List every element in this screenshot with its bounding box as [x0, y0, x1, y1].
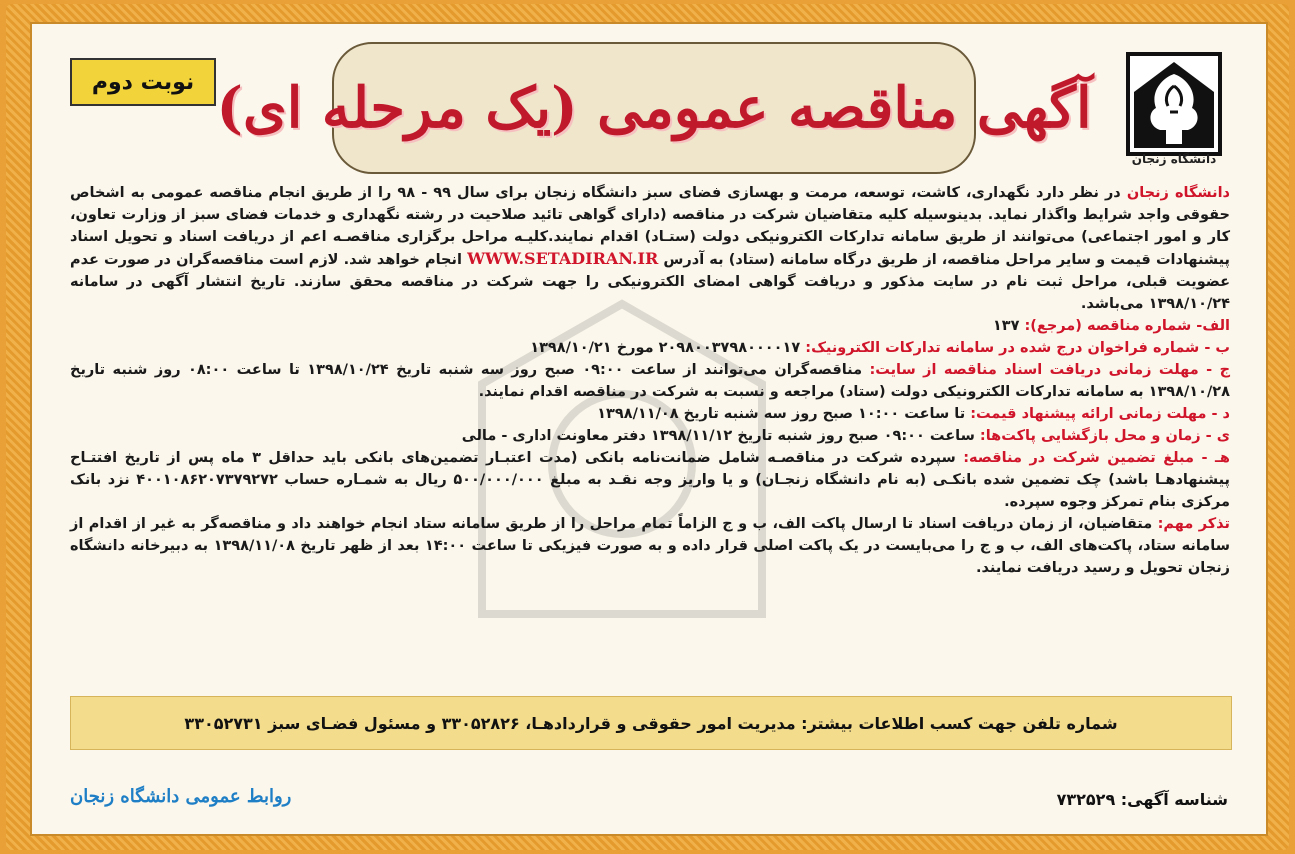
note-text: متقاضیان، از زمان دریافت اسناد تا ارسال پاکت الف، ب و ج الزاماً تمام مراحل را از طریق سامانه ستاد انجام خواهند داد و مناقصه‌گر به غیر از اقدام از سامانه ستاد، پاکت‌های الف، ب و ج را می‌بایست در یک پاکت اصلی قرار داده و به صورت فیزیکی تا ساعت ۱۴:۰۰ بعد از ظهر تاریخ ۱۳۹۸/۱۱/۰۸ به دبیرخانه دانشگاه زنجان تحویل و رسید دریافت نمایند. [70, 516, 1230, 576]
item-guarantee-amount [70, 447, 1230, 513]
intro-text-2: انجام خواهد شد. لازم است مناقصه‌گران در صورت عدم عضویت قبلی، مراحل ثبت نام در سایت مذکور و دریافت گواهی امضای الکترونیکی را جهت شرکت در مناقصه محقق سازند. تاریخ انتشار آگهی در سامانه ۱۳۹۸/۱۰/۲۴ می‌باشد. [70, 252, 1230, 312]
item-document-deadline [70, 359, 1230, 403]
item-opening-time [70, 425, 1230, 447]
item-label: ی - زمان و محل بازگشایی پاکت‌ها: [979, 428, 1230, 444]
item-label: هـ - مبلغ تضمین شرکت در مناقصه: [963, 450, 1230, 466]
item-label: الف- شماره مناقصه (مرجع): [1024, 318, 1230, 334]
important-note [70, 513, 1230, 579]
item-label: ج - مهلت زمانی دریافت اسناد مناقصه از سایت: [869, 362, 1231, 378]
contact-phone-bar: شماره تلفن جهت کسب اطلاعات بیشتر: مدیریت امور حقوقی و قراردادهـا، ۳۳۰۵۲۸۲۶ و مسئول فضـای سبز ۳۳۰۵۲۷۳۱ [70, 696, 1232, 750]
setad-link[interactable]: WWW.SETADIRAN.IR [467, 249, 659, 268]
item-label: ب - شماره فراخوان درج شده در سامانه تدارکات الکترونیک: [805, 340, 1230, 356]
item-value: تا ساعت ۱۰:۰۰ صبح روز سه شنبه تاریخ ۱۳۹۸/۱۱/۰۸ [597, 406, 971, 422]
round-badge: نوبت دوم [70, 58, 216, 106]
public-relations-signature: روابط عمومی دانشگاه زنجان [70, 786, 292, 807]
item-call-number [70, 337, 1230, 359]
org-name: دانشگاه زنجان [1126, 185, 1230, 201]
notice-body [70, 182, 1230, 579]
notice-sheet [30, 22, 1268, 836]
intro-text-1: در نظر دارد نگهداری، کاشت، توسعه، مرمت و بهسازی فضای سبز دانشگاه زنجان برای سال ۹۹ - ۹۸ را از طریق انجام مناقصه عمومی به اشخاص حقوقی واجد شرایط واگذار نماید. بدینوسیله کلیه متقاضیان شرکت در مناقصه (دارای گواهی تائید صلاحیت در رشته نگهداری و خدمات فضای سبز از وزارت تعاون، کار و امور اجتماعی) می‌توانند از طریق سامانه تدارکات الکترونیکی دولت (ستـاد) اقدام نمایند.کلیـه مراحل برگزاری مناقصـه اعم از دریافت اسناد و تحویل اسناد پیشنهادات قیمت و سایر مراحل مناقصه، از طریق درگاه سامانه (ستاد) به آدرس [70, 185, 1230, 268]
note-label: تذکر مهم: [1157, 516, 1230, 532]
item-value: سپرده شرکت در مناقصـه شامل ضمانت‌نامه بانکی (مدت اعتبـار تضمین‌های بانکی باید حداقل ۳ ماه پس از تاریخ افتتـاح پیشنهادهـا باشد) چک تضمین شده بانکـی (به نام دانشگاه زنجـان) و یا واریز وجه نقـد به مبلغ ۵۰۰/۰۰۰/۰۰۰ ریال به شمـاره حساب ۴۰۰۱۰۸۶۲۰۷۳۷۹۲۷۲ نزد بانک مرکزی بنام تمرکز وجوه سپرده. [70, 450, 1230, 510]
logo-caption: دانشگاه زنجان [1131, 152, 1217, 166]
item-bid-deadline [70, 403, 1230, 425]
title-box [216, 42, 1092, 174]
item-label: د - مهلت زمانی ارائه پیشنهاد قیمت: [970, 406, 1230, 422]
notice-title: آگهی مناقصه عمومی (یک مرحله ای) [216, 75, 1092, 141]
item-ref-number [70, 315, 1230, 337]
item-value: مناقصه‌گران می‌توانند از ساعت ۰۹:۰۰ صبح روز سه شنبه تاریخ ۱۳۹۸/۱۰/۲۴ تا ساعت ۰۸:۰۰ روز شنبه تاریخ ۱۳۹۸/۱۰/۲۸ به سامانه تدارکات الکترونیکی دولت (ستاد) مراجعه و نسبت به شرکت در مناقصه اقدام نمایند. [70, 362, 1230, 400]
item-value: ۱۳۷ [992, 318, 1025, 334]
intro-paragraph [70, 182, 1230, 315]
ad-id: شناسه آگهی: ۷۳۲۵۲۹ [1056, 790, 1228, 809]
item-value: ساعت ۰۹:۰۰ صبح روز شنبه تاریخ ۱۳۹۸/۱۱/۱۲ دفتر معاونت اداری - مالی [461, 428, 980, 444]
item-value: ۲۰۹۸۰۰۳۷۹۸۰۰۰۰۱۷ مورخ ۱۳۹۸/۱۰/۲۱ [530, 340, 806, 356]
